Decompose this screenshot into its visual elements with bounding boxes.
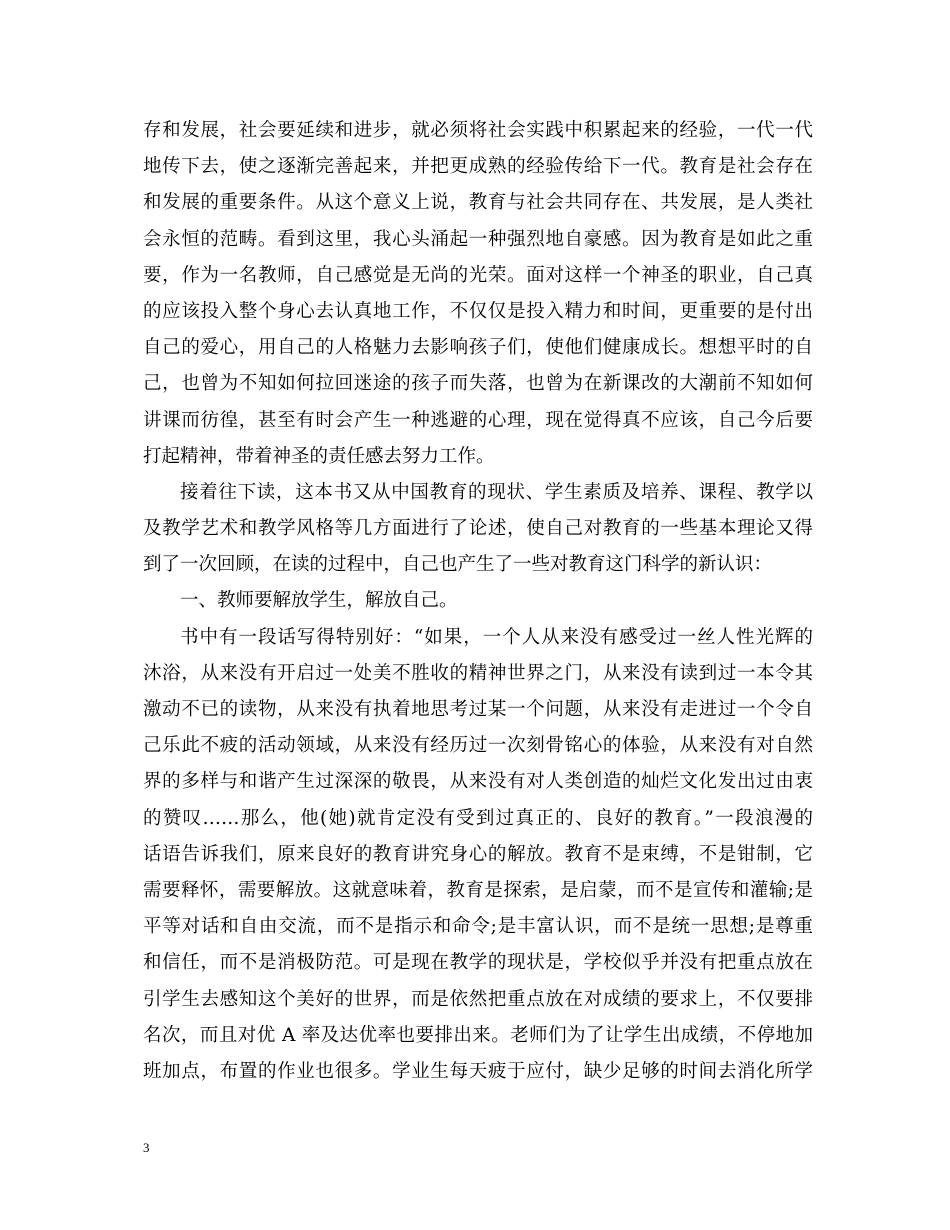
text-line: 书中有一段话写得特别好：“如果，一个人从来没有感受过一丝人性光辉的	[180, 626, 813, 648]
page-number: 3	[143, 1140, 150, 1155]
text-line: 要，作为一名教师，自己感觉是无尚的光荣。面对这样一个神圣的职业，自己真	[143, 264, 813, 286]
text-line: 和发展的重要条件。从这个意义上说，教育与社会共同存在、共发展，是人类社	[143, 192, 813, 214]
text-line: 名次，而且对优 A 率及达优率也要排出来。老师们为了让学生出成绩，不停地加	[143, 1024, 813, 1046]
text-line: 会永恒的范畴。看到这里，我心头涌起一种强烈地自豪感。因为教育是如此之重	[143, 228, 813, 250]
text-line: 到了一次回顾，在读的过程中，自己也产生了一些对教育这门科学的新认识：	[143, 554, 773, 576]
text-line: 需要释怀，需要解放。这就意味着，教育是探索，是启蒙，而不是宣传和灌输;是	[143, 879, 813, 901]
text-line: 班加点，布置的作业也很多。学业生每天疲于应付，缺少足够的时间去消化所学	[143, 1060, 813, 1082]
text-line: 界的多样与和谐产生过深深的敬畏，从来没有对人类创造的灿烂文化发出过由衷	[143, 771, 813, 793]
section-heading: 一、教师要解放学生，解放自己。	[180, 590, 458, 612]
text-line: 己乐此不疲的活动领域，从来没有经历过一次刻骨铭心的体验，从来没有对自然	[143, 735, 813, 757]
text-line: 讲课而彷徨，甚至有时会产生一种逃避的心理，现在觉得真不应该，自己今后要	[143, 409, 813, 431]
text-line: 己，也曾为不知如何拉回迷途的孩子而失落，也曾为在新课改的大潮前不知如何	[143, 373, 813, 395]
text-line: 的应该投入整个身心去认真地工作，不仅仅是投入精力和时间，更重要的是付出	[143, 300, 813, 322]
text-line: 的赞叹……那么，他(她)就肯定没有受到过真正的、良好的教育。”一段浪漫的	[143, 807, 813, 829]
text-line: 引学生去感知这个美好的世界，而是依然把重点放在对成绩的要求上，不仅要排	[143, 988, 813, 1010]
text-line: 沐浴，从来没有开启过一处美不胜收的精神世界之门，从来没有读到过一本令其	[143, 662, 813, 684]
text-line: 自己的爱心，用自己的人格魅力去影响孩子们，使他们健康成长。想想平时的自	[143, 337, 813, 359]
text-line: 和信任，而不是消极防范。可是现在教学的现状是，学校似乎并没有把重点放在	[143, 952, 813, 974]
text-line: 及教学艺术和教学风格等几方面进行了论述，使自己对教育的一些基本理论又得	[143, 518, 813, 540]
text-line: 接着往下读，这本书又从中国教育的现状、学生素质及培养、课程、教学以	[180, 481, 813, 503]
text-line: 平等对话和自由交流，而不是指示和命令;是丰富认识，而不是统一思想;是尊重	[143, 916, 813, 938]
text-line: 打起精神，带着神圣的责任感去努力工作。	[143, 445, 495, 467]
text-line: 存和发展，社会要延续和进步，就必须将社会实践中积累起来的经验，一代一代	[143, 120, 813, 141]
text-line: 地传下去，使之逐渐完善起来，并把更成熟的经验传给下一代。教育是社会存在	[143, 156, 813, 178]
body-text	[143, 113, 813, 1090]
text-line: 话语告诉我们，原来良好的教育讲究身心的解放。教育不是束缚，不是钳制，它	[143, 843, 813, 865]
text-line: 激动不已的读物，从来没有执着地思考过某一个问题，从来没有走进过一个令自	[143, 699, 813, 720]
